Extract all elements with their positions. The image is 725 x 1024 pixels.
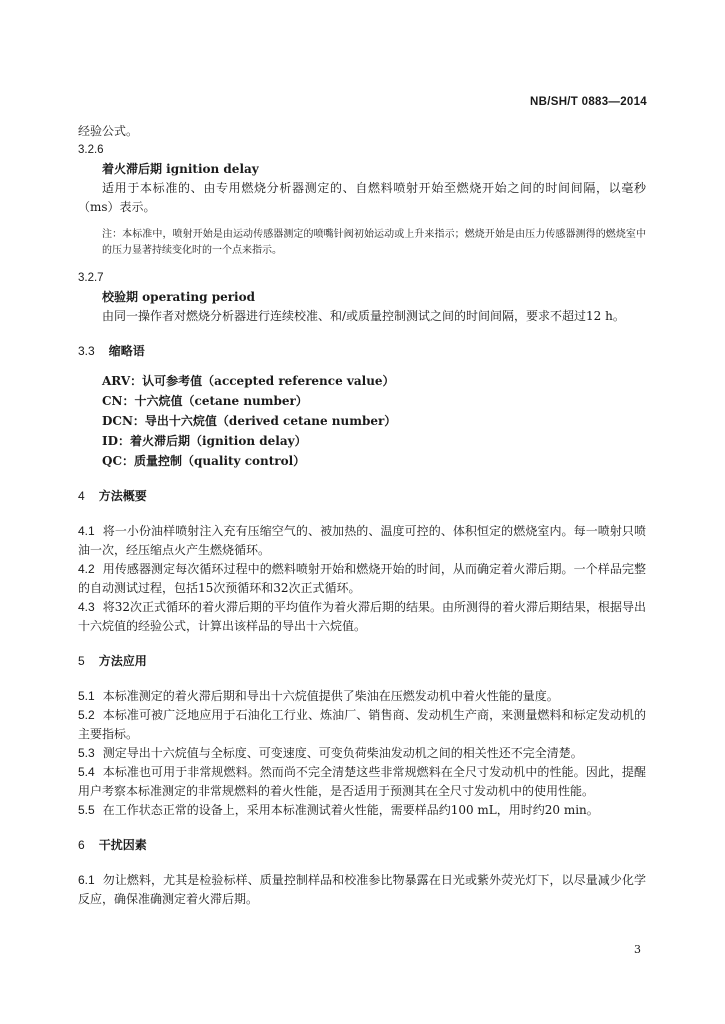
section-title: 干扰因素 xyxy=(98,838,147,852)
section-title: 方法概要 xyxy=(98,489,147,503)
section-number: 3.3 xyxy=(78,344,95,358)
abbreviation-item: ID：着火滞后期（ignition delay） xyxy=(102,434,307,448)
abbreviation-item: QC：质量控制（quality control） xyxy=(102,454,306,468)
clause-number: 4.2 xyxy=(78,562,95,576)
section-heading-4 xyxy=(78,487,646,506)
clause-5-2 xyxy=(78,706,646,744)
clause-5-5 xyxy=(78,801,646,820)
page-content xyxy=(78,122,646,909)
section-5-body xyxy=(78,687,646,820)
clause-text: 本标准可被广泛地应用于石油化工行业、炼油厂、销售商、发动机生产商，来测量燃料和标定发动机的主要指标。 xyxy=(78,708,646,741)
clause-number: 4.3 xyxy=(78,600,95,614)
clause-5-1 xyxy=(78,687,646,706)
clause-5-3 xyxy=(78,744,646,763)
clause-text: 测定导出十六烷值与全标度、可变速度、可变负荷柴油发动机之间的相关性还不完全清楚。 xyxy=(102,746,583,760)
section-title: 方法应用 xyxy=(98,654,147,668)
clause-number-3-2-6: 3.2.6 xyxy=(78,144,104,156)
section-heading-3-3 xyxy=(78,342,646,361)
clause-text: 将一小份油样喷射注入充有压缩空气的、被加热的、温度可控的、体积恒定的燃烧室内。每一喷射只喷油一次，经压缩点火产生燃烧循环。 xyxy=(78,524,646,557)
section-4-body xyxy=(78,522,646,636)
clause-text: 本标准也可用于非常规燃料。然而尚不完全清楚这些非常规燃料在全尺寸发动机中的性能。因此，提醒用户考察本标准测定的非常规燃料的着火性能，是否适用于预测其在全尺寸发动机中的使用性能。 xyxy=(78,765,646,798)
section-6-body xyxy=(78,871,646,909)
section-number: 4 xyxy=(78,489,85,503)
clause-number: 5.2 xyxy=(78,708,95,722)
section-heading-6 xyxy=(78,836,646,855)
section-number: 6 xyxy=(78,838,85,852)
clause-text: 在工作状态正常的设备上，采用本标准测试着火性能，需要样品约100 mL，用时约20 min。 xyxy=(102,803,599,817)
clause-number: 4.1 xyxy=(78,524,95,538)
clause-4-1 xyxy=(78,522,646,560)
abbreviation-list xyxy=(78,371,646,471)
standard-code: NB/SH/T 0883—2014 xyxy=(530,96,647,108)
clause-text: 勿让燃料，尤其是检验标样、质量控制样品和校准参比物暴露在日光或紫外荧光灯下，以尽量减少化学反应，确保准确测定着火滞后期。 xyxy=(78,873,646,906)
clause-4-2 xyxy=(78,560,646,598)
section-heading-5 xyxy=(78,652,646,671)
clause-6-1 xyxy=(78,871,646,909)
clause-text: 用传感器测定每次循环过程中的燃料喷射开始和燃烧开始的时间，从而确定着火滞后期。一个样品完整的自动测试过程，包括15次预循环和32次正式循环。 xyxy=(78,562,646,595)
abbreviation-item: ARV：认可参考值（accepted reference value） xyxy=(102,374,395,388)
clause-number: 5.3 xyxy=(78,746,95,760)
clause-4-3 xyxy=(78,598,646,636)
note-ignition-delay: 注：本标准中，喷射开始是由运动传感器测定的喷嘴针阀初始运动或上升来指示；燃烧开始是由压力传感器测得的燃烧室中的压力显著持续变化时的一个点来指示。 xyxy=(102,229,646,256)
section-title: 缩略语 xyxy=(108,344,145,358)
clause-text: 将32次正式循环的着火滞后期的平均值作为着火滞后期的结果。由所测得的着火滞后期结果，根据导出十六烷值的经验公式，计算出该样品的导出十六烷值。 xyxy=(78,600,646,633)
clause-number: 5.5 xyxy=(78,803,95,817)
definition-ignition-delay: 适用于本标准的、由专用燃烧分析器测定的、自燃料喷射开始至燃烧开始之间的时间间隔，以毫秒（ms）表示。 xyxy=(78,181,646,214)
term-operating-period: 校验期 operating period xyxy=(102,290,256,304)
clause-number-3-2-7: 3.2.7 xyxy=(78,272,104,284)
term-ignition-delay: 着火滞后期 ignition delay xyxy=(102,162,259,176)
clause-5-4 xyxy=(78,763,646,801)
abbreviation-item: DCN：导出十六烷值（derived cetane number） xyxy=(102,414,397,428)
abbreviation-item: CN：十六烷值（cetane number） xyxy=(102,394,308,408)
clause-number: 5.1 xyxy=(78,689,95,703)
lead-text: 经验公式。 xyxy=(78,124,139,138)
clause-number: 6.1 xyxy=(78,873,95,887)
section-number: 5 xyxy=(78,654,85,668)
definition-operating-period: 由同一操作者对燃烧分析器进行连续校准、和/或质量控制测试之间的时间间隔，要求不超过12 h。 xyxy=(102,309,625,323)
clause-number: 5.4 xyxy=(78,765,95,779)
page-number: 3 xyxy=(634,943,641,956)
clause-text: 本标准测定的着火滞后期和导出十六烷值提供了柴油在压燃发动机中着火性能的量度。 xyxy=(102,689,559,703)
